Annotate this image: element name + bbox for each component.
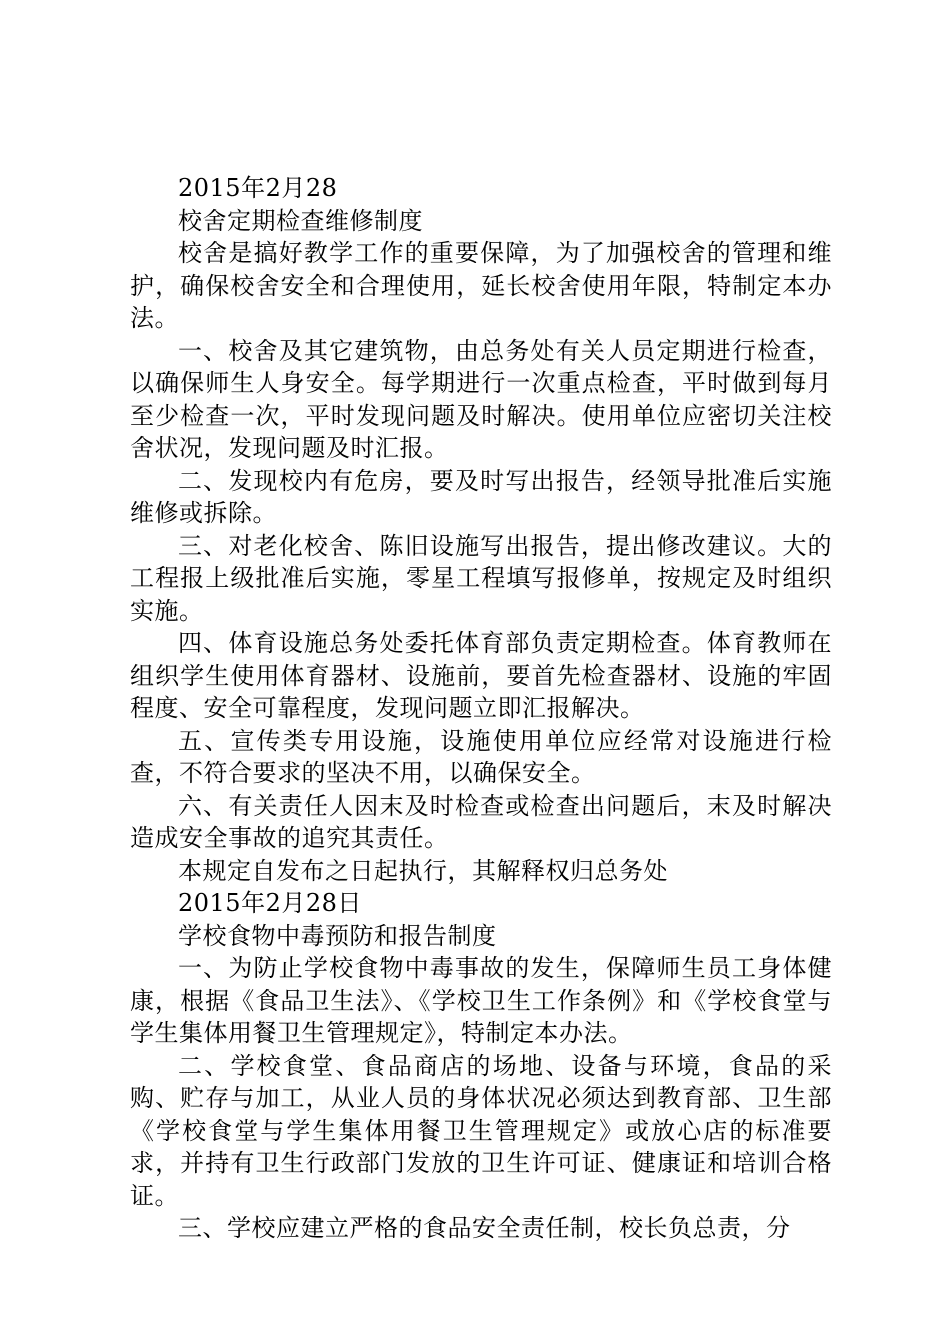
date-line: 2015年2月28 xyxy=(178,174,338,202)
paragraph: 四、体育设施总务处委托体育部负责定期检查。体育教师在组织学生使用体育器材、设施前，要首先检查器材、设施的牢固程度、安全可靠程度，发现问题立即汇报解决。 xyxy=(130,629,832,722)
paragraph: 本规定自发布之日起执行，其解释权归总务处 xyxy=(178,856,668,885)
paragraph: 一、为防止学校食物中毒事故的发生，保障师生员工身体健康，根据《食品卫生法》、《学校卫生工作条例》和《学校食堂与学生集体用餐卫生管理规定》，特制定本办法。 xyxy=(130,954,832,1047)
paragraph: 二、学校食堂、食品商店的场地、设备与环境，食品的采购、贮存与加工，从业人员的身体状况必须达到教育部、卫生部《学校食堂与学生集体用餐卫生管理规定》或放心店的标准要求，并持有卫生行政部门发放的卫生许可证、健康证和培训合格证。 xyxy=(130,1051,832,1210)
paragraph: 三、对老化校舍、陈旧设施写出报告，提出修改建议。大的工程报上级批准后实施，零星工程填写报修单，按规定及时组织实施。 xyxy=(130,531,832,625)
paragraph: 一、校舍及其它建筑物，由总务处有关人员定期进行检查，以确保师生人身安全。每学期进行一次重点检查，平时做到每月至少检查一次，平时发现问题及时解决。使用单位应密切关注校舍状况，发现问题及时汇报。 xyxy=(130,336,832,462)
date-line: 2015年2月28日 xyxy=(178,889,362,917)
document-body xyxy=(130,172,832,1245)
paragraph: 三、学校应建立严格的食品安全责任制，校长负总责，分 xyxy=(178,1214,791,1242)
section-title: 校舍定期检查维修制度 xyxy=(178,206,423,235)
section-title: 学校食物中毒预防和报告制度 xyxy=(178,921,497,950)
paragraph: 六、有关责任人因末及时检查或检查出问题后，末及时解决造成安全事故的追究其责任。 xyxy=(130,791,832,852)
paragraph: 五、宣传类专用设施，设施使用单位应经常对设施进行检查，不符合要求的坚决不用，以确保安全。 xyxy=(130,726,832,787)
paragraph: 校舍是搞好教学工作的重要保障，为了加强校舍的管理和维护，确保校舍安全和合理使用，延长校舍使用年限，特制定本办法。 xyxy=(130,239,832,332)
paragraph: 二、发现校内有危房，要及时写出报告，经领导批准后实施维修或拆除。 xyxy=(130,466,832,527)
